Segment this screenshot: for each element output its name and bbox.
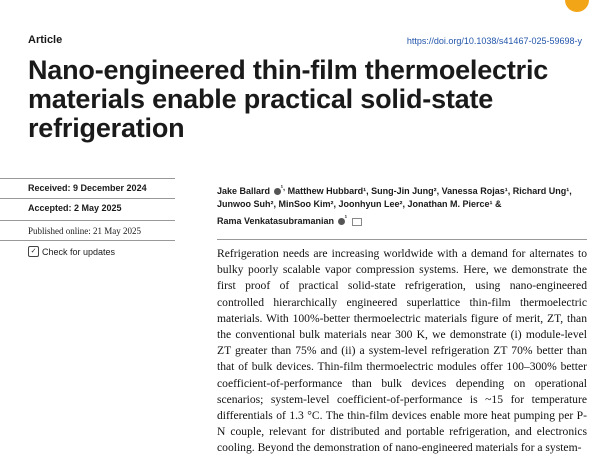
received-date: Received: 9 December 2024	[28, 183, 147, 193]
orcid-icon[interactable]	[274, 188, 281, 195]
meta-divider	[0, 178, 175, 179]
author-name[interactable]: Rama Venkatasubramanian	[217, 216, 335, 226]
check-for-updates-button[interactable]	[28, 246, 115, 257]
published-date: Published online: 21 May 2025	[28, 226, 141, 236]
meta-divider	[0, 220, 175, 221]
author-list	[217, 181, 587, 228]
check-updates-label: Check for updates	[42, 246, 116, 257]
meta-divider	[0, 240, 175, 241]
affiliation-sup: ¹	[344, 213, 348, 222]
author-name[interactable]: Jake Ballard	[217, 186, 271, 196]
check-updates-icon: ✓	[28, 246, 39, 257]
journal-logo	[565, 0, 589, 12]
paper-title: Nano-engineered thin-film thermoelectric materials enable practical solid-state refrigeration	[28, 55, 549, 143]
orcid-icon[interactable]	[338, 218, 345, 225]
meta-divider	[0, 198, 175, 199]
article-type-label: Article	[28, 34, 63, 46]
abstract-divider	[217, 239, 587, 240]
abstract-text: Refrigeration needs are increasing worldwide with a demand for alternates to bulky poorly scalable vapor compression systems. Here, we demonstrate the first proof of practical solid-state refrigeration, using nano-engineered controlled hierarchically engineered superlattice thin-film thermoelectric materials. With 100%-better thermoelectric materials figure of merit, ZT, than the conventional bulk materials near 300 K, we demonstrate (i) module-level ZT greater than 75% and (ii) a system-level refrigeration ZT 70% better than that of bulk devices. Thin-film thermoelectric modules offer 100–300% better coefficient-of-performance than bulk devices depending on operational scenarios; system-level coefficient-of-performance is ~15 for temperature differentials of 1.3 °C. The thin-film devices enable more heat pumping per P-N couple, relevant for distributed and portable refrigeration, and electronics cooling. Beyond the demonstration of nano-engineered materials for a system-	[217, 247, 587, 455]
affiliation-sup: ¹,	[280, 183, 286, 192]
author-names[interactable]: Matthew Hubbard¹, Sung-Jin Jung², Vanessa Rojas¹, Richard Ung¹, Junwoo Suh², MinSoo Kim², Joonhyun Lee², Jonathan M. Pierce¹ &	[217, 186, 572, 209]
accepted-date: Accepted: 2 May 2025	[28, 203, 122, 213]
email-icon[interactable]	[352, 218, 362, 226]
doi-link[interactable]: https://doi.org/10.1038/s41467-025-59698-y	[406, 36, 582, 46]
